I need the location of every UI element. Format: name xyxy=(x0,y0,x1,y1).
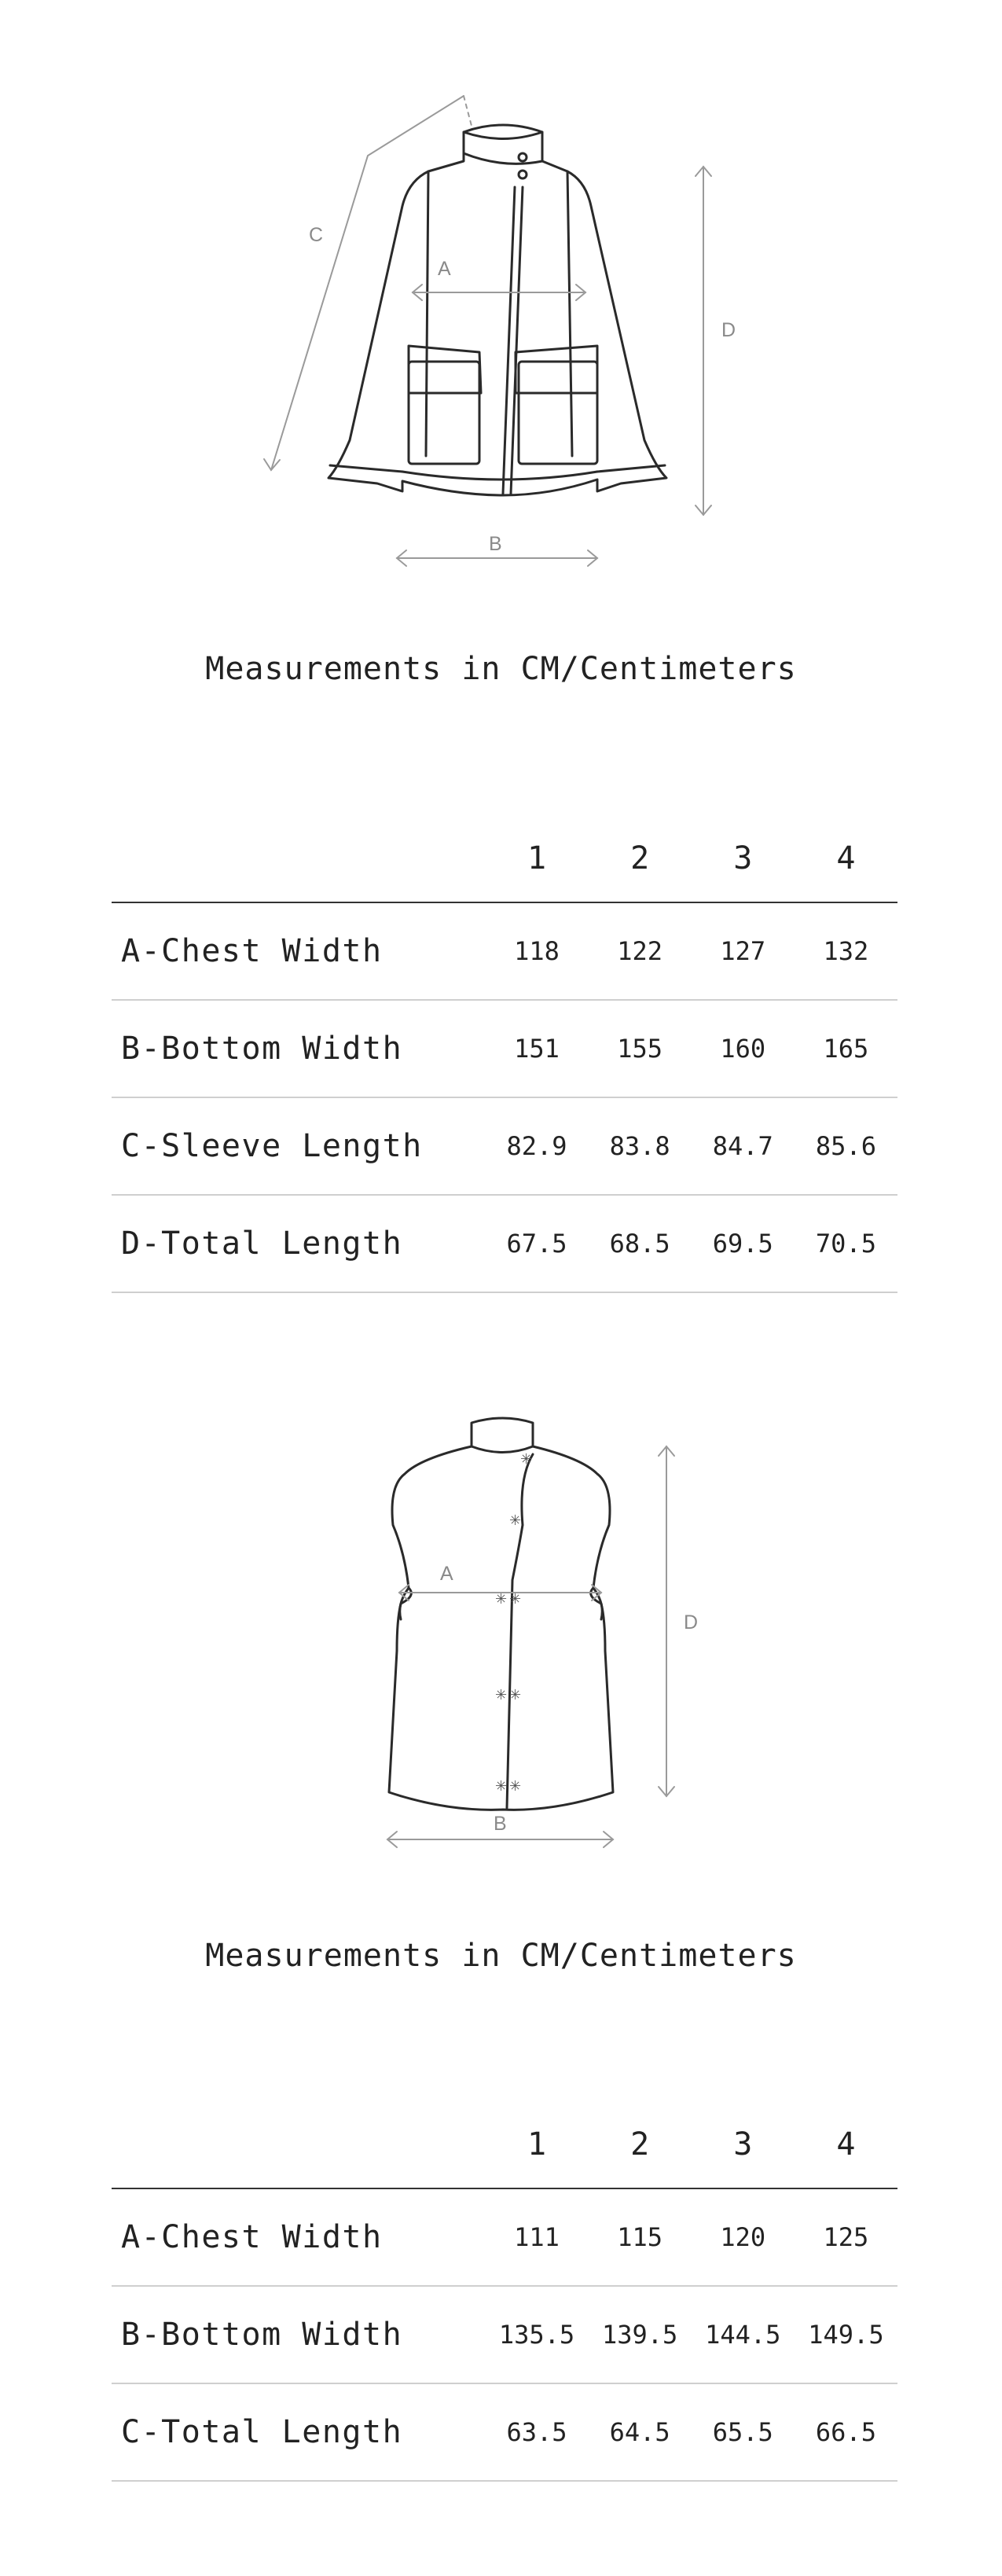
dim-label-a: A xyxy=(438,258,451,280)
header-empty xyxy=(112,815,485,902)
table-row xyxy=(112,2188,897,2286)
row-label: C-Total Length xyxy=(112,2383,485,2481)
row-label: B-Bottom Width xyxy=(112,1000,485,1097)
snap-icon: ✳ xyxy=(509,1778,522,1795)
snap-icon: ✳ xyxy=(495,1687,508,1703)
measurement-value: 155 xyxy=(589,1000,692,1097)
row-label: C-Sleeve Length xyxy=(112,1097,485,1195)
table-row xyxy=(112,2383,897,2481)
measurement-value: 63.5 xyxy=(485,2383,588,2481)
jacket-measurements-caption: Measurements in CM/Centimeters xyxy=(205,651,797,687)
dim-label-d: D xyxy=(721,319,736,341)
measurement-value: 67.5 xyxy=(485,1195,588,1292)
size-header: 2 xyxy=(589,815,692,902)
size-header: 1 xyxy=(485,815,588,902)
measurement-value: 132 xyxy=(795,902,897,1000)
table-header-row xyxy=(112,815,897,902)
measurement-value: 115 xyxy=(589,2188,692,2286)
measurement-value: 83.8 xyxy=(589,1097,692,1195)
snap-icon: ✳ xyxy=(509,1512,522,1529)
measurement-value: 85.6 xyxy=(795,1097,897,1195)
measurement-value: 69.5 xyxy=(692,1195,795,1292)
vest-flat-sketch xyxy=(0,1368,1002,1871)
table-row xyxy=(112,1097,897,1195)
measurement-value: 82.9 xyxy=(485,1097,588,1195)
measurement-value: 84.7 xyxy=(692,1097,795,1195)
snap-icon: ✳ xyxy=(495,1591,508,1608)
row-label: D-Total Length xyxy=(112,1195,485,1292)
vest-diagram xyxy=(0,1368,1002,1871)
size-header: 4 xyxy=(795,815,897,902)
table-row xyxy=(112,2286,897,2383)
table-row xyxy=(112,902,897,1000)
dim-label-a: A xyxy=(440,1563,453,1585)
snap-icon: ✳ xyxy=(520,1451,533,1468)
snap-icon: ✳ xyxy=(495,1778,508,1795)
size-header: 3 xyxy=(692,2101,795,2188)
row-label: B-Bottom Width xyxy=(112,2286,485,2383)
dim-label-b: B xyxy=(494,1813,507,1835)
measurement-value: 111 xyxy=(485,2188,588,2286)
dim-label-b: B xyxy=(489,533,502,555)
measurement-value: 135.5 xyxy=(485,2286,588,2383)
jacket-diagram xyxy=(0,0,1002,597)
measurement-value: 65.5 xyxy=(692,2383,795,2481)
dim-label-c: C xyxy=(309,224,324,246)
vest-size-table xyxy=(112,2101,897,2482)
snap-icon: ✳ xyxy=(509,1687,522,1703)
measurement-value: 165 xyxy=(795,1000,897,1097)
table-row xyxy=(112,1000,897,1097)
measurement-value: 125 xyxy=(795,2188,897,2286)
measurement-value: 139.5 xyxy=(589,2286,692,2383)
measurement-value: 127 xyxy=(692,902,795,1000)
table-header-row xyxy=(112,2101,897,2188)
measurement-value: 64.5 xyxy=(589,2383,692,2481)
row-label: A-Chest Width xyxy=(112,902,485,1000)
measurement-value: 66.5 xyxy=(795,2383,897,2481)
header-empty xyxy=(112,2101,485,2188)
measurement-value: 149.5 xyxy=(795,2286,897,2383)
measurement-value: 118 xyxy=(485,902,588,1000)
snap-icon: ✳ xyxy=(509,1591,522,1608)
measurement-value: 70.5 xyxy=(795,1195,897,1292)
measurement-value: 160 xyxy=(692,1000,795,1097)
size-header: 2 xyxy=(589,2101,692,2188)
table-row xyxy=(112,1195,897,1292)
jacket-size-table xyxy=(112,815,897,1293)
size-header: 1 xyxy=(485,2101,588,2188)
measurement-value: 120 xyxy=(692,2188,795,2286)
measurement-value: 68.5 xyxy=(589,1195,692,1292)
measurement-value: 151 xyxy=(485,1000,588,1097)
measurement-value: 122 xyxy=(589,902,692,1000)
dim-label-d: D xyxy=(684,1611,699,1633)
size-header: 4 xyxy=(795,2101,897,2188)
vest-measurements-caption: Measurements in CM/Centimeters xyxy=(205,1938,797,1974)
size-header: 3 xyxy=(692,815,795,902)
row-label: A-Chest Width xyxy=(112,2188,485,2286)
jacket-flat-sketch xyxy=(0,0,1002,597)
measurement-value: 144.5 xyxy=(692,2286,795,2383)
